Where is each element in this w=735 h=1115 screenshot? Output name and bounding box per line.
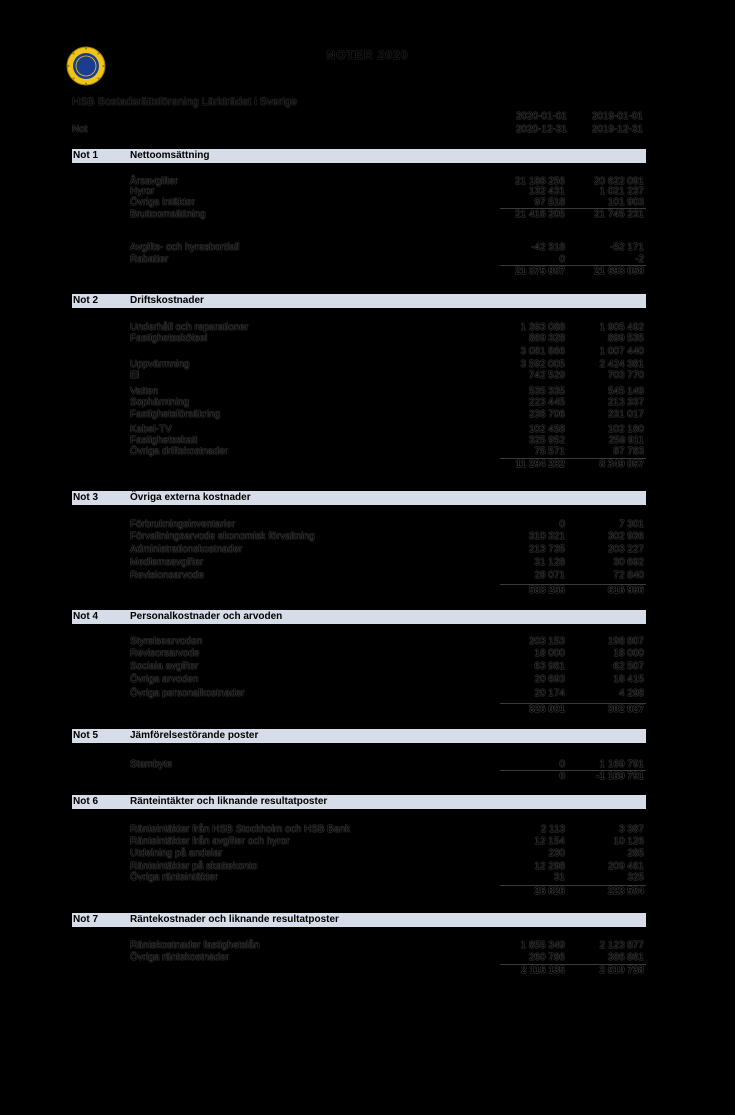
value-previous: 899 535 [607, 333, 644, 344]
value-previous: 302 936 [607, 531, 644, 542]
note-column-label: Not [72, 124, 88, 135]
value-previous: 302 027 [607, 704, 644, 715]
row-label: Övriga intäkter [130, 197, 196, 208]
value-previous: 223 584 [607, 886, 644, 897]
row-label: Förbrukningsinventarier [130, 519, 236, 530]
note-number: Not 3 [73, 492, 98, 503]
row-label: Utdelning på andelar [130, 848, 223, 859]
note-total-row [130, 886, 646, 898]
row-label: Ränteintäkter på skattekonto [130, 861, 258, 872]
row-label: Fastighetsskötsel [130, 333, 208, 344]
note-header [72, 610, 646, 624]
row-label: Fastighetsförsäkring [130, 409, 221, 420]
value-previous: 231 017 [607, 409, 644, 420]
value-previous: 18 000 [613, 648, 644, 659]
column-header-previous: 2019-01-01 2019-12-31 [591, 111, 643, 135]
value-previous: 21 693 058 [593, 266, 644, 277]
note-row [130, 544, 646, 556]
row-label: Sociala avgifter [130, 661, 199, 672]
note-row [130, 370, 646, 382]
note-row [130, 661, 646, 673]
value-current: 3 081 866 [520, 346, 565, 357]
note-title: Räntekostnader och liknande resultatposter [130, 914, 339, 925]
value-current: 230 [548, 848, 565, 859]
value-current: 11 294 232 [515, 459, 565, 470]
note-row [130, 674, 646, 686]
value-previous: 10 126 [613, 836, 644, 847]
organization-name: HSB Bostadsrättsförening Lärkträdet i Sverige [72, 96, 298, 108]
value-previous: 285 [627, 848, 644, 859]
row-label: Förvaltningsarvode ekonomisk förvaltning [130, 531, 315, 542]
note-title: Jämförelsestörande poster [130, 730, 259, 741]
note-row [130, 409, 646, 421]
value-current: 3 592 005 [520, 359, 565, 370]
row-label: Hyror [130, 186, 155, 197]
note-row [130, 848, 646, 860]
value-current: 889 328 [528, 333, 565, 344]
value-current: 742 529 [528, 370, 565, 381]
row-label: El [130, 370, 139, 381]
note-total-row [130, 585, 646, 597]
column-header-current: 2020-01-01 2020-12-31 [515, 111, 567, 135]
row-label: Övriga driftskostnader [130, 446, 228, 457]
value-current: 63 981 [534, 661, 565, 672]
value-current: 1 393 088 [520, 322, 565, 333]
value-current: 21 418 205 [514, 209, 565, 220]
value-current: 102 458 [528, 424, 565, 435]
note-header [72, 491, 646, 505]
row-label: Ränteintäkter från avgifter och hyror [130, 836, 290, 847]
note-number: Not 4 [73, 611, 98, 622]
value-previous: 259 911 [608, 435, 644, 446]
note-header [72, 294, 646, 308]
value-current: 583 255 [528, 585, 565, 596]
value-previous: -52 171 [610, 242, 644, 253]
row-label: Övriga ränteintäkter [130, 872, 218, 883]
note-header [72, 795, 646, 809]
value-current: 1 855 349 [520, 940, 565, 951]
note-row [130, 836, 646, 848]
value-current: 20 693 [534, 674, 565, 685]
value-current: 26 826 [534, 886, 565, 897]
value-previous: 21 745 231 [593, 209, 644, 220]
value-current: 535 335 [528, 386, 565, 397]
value-previous: 209 461 [607, 861, 644, 872]
note-row [130, 648, 646, 660]
value-current: -42 318 [531, 242, 565, 253]
note-title: Driftskostnader [130, 295, 204, 306]
value-current: 0 [559, 254, 565, 265]
page-title: NOTER 2020 [326, 48, 409, 62]
value-current: 223 445 [528, 397, 565, 408]
value-previous: 101 903 [607, 197, 644, 208]
note-row [130, 952, 646, 964]
value-previous: 2 424 381 [599, 359, 644, 370]
note-row [130, 824, 646, 836]
value-previous: 8 349 857 [599, 459, 644, 470]
note-number: Not 5 [73, 730, 98, 741]
value-current: 31 128 [534, 557, 565, 568]
value-current: 12 298 [534, 861, 565, 872]
value-previous: 2 123 877 [599, 940, 644, 951]
value-previous: 1 169 791 [599, 759, 644, 770]
note-total-row [130, 266, 646, 278]
value-previous: 545 149 [607, 386, 644, 397]
note-row [130, 872, 646, 884]
note-row [130, 940, 646, 952]
value-current: 21 375 887 [514, 266, 565, 277]
note-header [72, 729, 646, 743]
value-previous: 325 [627, 872, 644, 883]
note-total-row [130, 704, 646, 716]
note-total-row [130, 965, 646, 977]
value-previous: 203 227 [607, 544, 644, 555]
value-current: 21 188 256 [514, 176, 565, 187]
value-current: 203 153 [528, 636, 565, 647]
note-row [130, 209, 646, 221]
row-label: Årsavgifter [130, 176, 178, 187]
value-previous: 703 770 [607, 370, 644, 381]
note-row [130, 242, 646, 254]
note-row [130, 557, 646, 569]
row-label: Ränteintäkter från HSB Stockholm och HSB Bank [130, 824, 351, 835]
note-title: Ränteintäkter och liknande resultatposter [130, 796, 328, 807]
value-previous: 30 692 [613, 557, 644, 568]
value-current: 18 000 [534, 648, 565, 659]
value-previous: 7 301 [618, 519, 644, 530]
value-previous: 20 622 091 [593, 176, 644, 187]
value-previous: 102 180 [607, 424, 644, 435]
note-total-row [130, 771, 646, 783]
row-label: Fastighetsskatt [130, 435, 198, 446]
row-label: Rabatter [130, 254, 169, 265]
value-current: 20 174 [534, 688, 565, 699]
value-current: 97 518 [534, 197, 565, 208]
value-current: 0 [559, 519, 565, 530]
value-current: 238 706 [528, 409, 565, 420]
value-previous: 3 387 [618, 824, 644, 835]
value-previous: 1 905 492 [599, 322, 644, 333]
value-current: 2 116 135 [521, 965, 565, 976]
note-row [130, 688, 646, 700]
value-current: 132 431 [528, 186, 565, 197]
value-current: 31 [553, 872, 565, 883]
value-previous: 213 337 [607, 397, 644, 408]
row-label: Övriga personalkostnader [130, 688, 245, 699]
row-label: Styrelsearvoden [130, 636, 203, 647]
row-label: Övriga arvoden [130, 674, 199, 685]
value-previous: -2 [635, 254, 644, 265]
row-label: Sophämtning [130, 397, 189, 408]
value-previous: 62 507 [613, 661, 644, 672]
note-row [130, 570, 646, 582]
value-current: 325 952 [528, 435, 565, 446]
row-label: Medlemsavgifter [130, 557, 204, 568]
note-row [130, 636, 646, 648]
row-label: Uppvärmning [130, 359, 190, 370]
value-previous: -1 169 791 [596, 771, 644, 782]
row-label: Avgifts- och hyresbortfall [130, 242, 240, 253]
note-row [130, 446, 646, 458]
value-current: 326 001 [528, 704, 565, 715]
note-row [130, 519, 646, 531]
row-label: Kabel-TV [130, 424, 172, 435]
note-number: Not 6 [73, 796, 98, 807]
value-current: 213 735 [528, 544, 565, 555]
row-label: Underhåll och reparationer [130, 322, 249, 333]
note-title: Nettoomsättning [130, 150, 210, 161]
value-previous: 198 807 [607, 636, 644, 647]
value-previous: 72 840 [613, 570, 644, 581]
note-header [72, 149, 646, 163]
note-number: Not 2 [73, 295, 98, 306]
value-current: 260 786 [528, 952, 565, 963]
value-current: 0 [559, 759, 565, 770]
value-previous: 616 996 [607, 585, 644, 596]
row-label: Administrationskostnader [130, 544, 243, 555]
row-label: Revisorsarvode [130, 648, 200, 659]
value-current: 28 071 [534, 570, 565, 581]
value-previous: 87 783 [613, 446, 644, 457]
note-total-row [130, 459, 646, 471]
note-row [130, 531, 646, 543]
value-previous: 18 415 [613, 674, 644, 685]
value-previous: 1 007 440 [599, 346, 644, 357]
value-current: 12 154 [534, 836, 565, 847]
value-current: 0 [559, 771, 565, 782]
note-title: Övriga externa kostnader [130, 492, 251, 503]
value-current: 2 113 [540, 824, 565, 835]
value-previous: 4 298 [618, 688, 644, 699]
value-previous: 2 510 738 [599, 965, 644, 976]
value-current: 310 321 [528, 531, 565, 542]
note-header [72, 913, 646, 927]
note-title: Personalkostnader och arvoden [130, 611, 283, 622]
row-label: Stambyte [130, 759, 173, 770]
row-label: Vatten [130, 386, 159, 397]
note-number: Not 1 [73, 150, 98, 161]
row-label: Bruttoomsättning [130, 209, 206, 220]
row-label: Revisionsarvode [130, 570, 204, 581]
note-row [130, 346, 646, 358]
row-label: Räntekostnader fastighetslån [130, 940, 260, 951]
value-current: 75 571 [534, 446, 565, 457]
note-row [130, 397, 646, 409]
value-previous: 386 861 [607, 952, 644, 963]
row-label: Övriga räntekostnader [130, 952, 229, 963]
note-number: Not 7 [73, 914, 98, 925]
note-row [130, 333, 646, 345]
value-previous: 1 021 237 [599, 186, 644, 197]
